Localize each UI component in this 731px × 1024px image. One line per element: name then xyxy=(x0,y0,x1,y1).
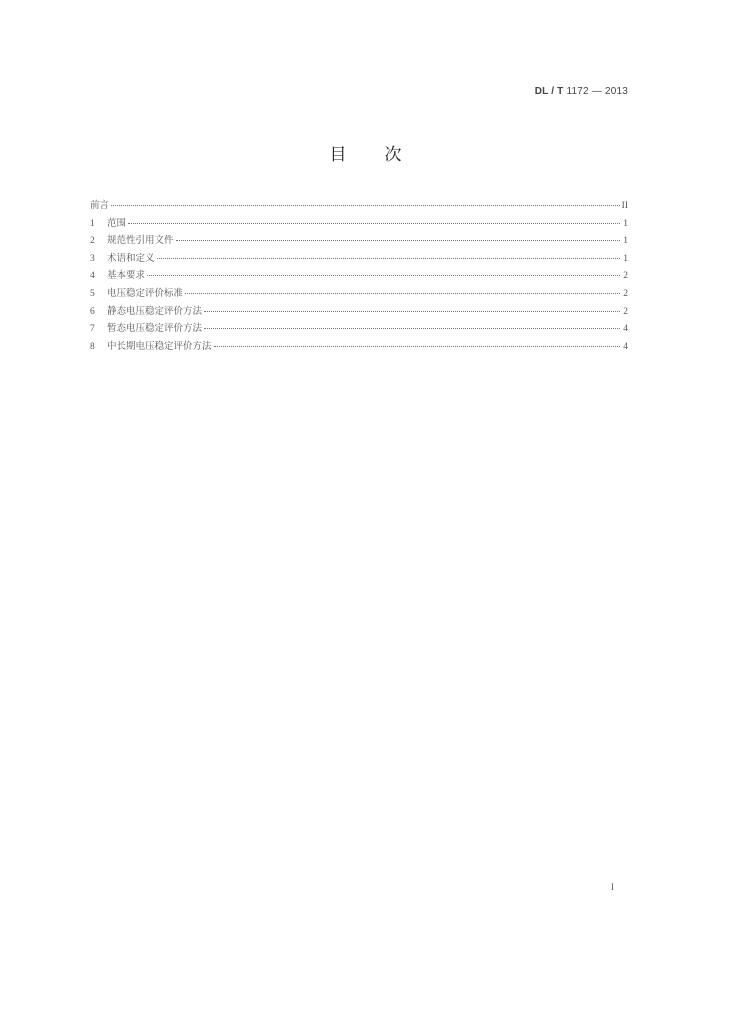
toc-entry-label: 规范性引用文件 xyxy=(107,235,174,247)
toc-entry-page: 1 xyxy=(623,253,628,264)
standard-prefix: DL / T xyxy=(534,86,564,97)
toc-entry-7[interactable] xyxy=(90,320,628,338)
toc-entry-number: 7 xyxy=(90,324,95,335)
toc-entry-label: 中长期电压稳定评价方法 xyxy=(107,340,212,352)
toc-entry-page: 2 xyxy=(623,288,628,299)
toc-entry-page: 1 xyxy=(623,236,628,247)
toc-dot-leader xyxy=(214,346,620,347)
toc-entry-label: 前言 xyxy=(90,200,110,211)
toc-entry-label: 电压稳定评价标准 xyxy=(107,287,184,299)
toc-entry-number: 3 xyxy=(90,253,95,264)
toc-entry-label: 静态电压稳定评价方法 xyxy=(107,305,203,317)
toc-entry-page: 1 xyxy=(623,218,628,229)
toc-title xyxy=(0,140,731,165)
toc-entry-number: 2 xyxy=(90,236,95,247)
toc-dot-leader xyxy=(204,328,620,329)
toc-dot-leader xyxy=(176,240,620,241)
standard-number: 1172 — 2013 xyxy=(566,86,628,97)
toc-entry-label: 术语和定义 xyxy=(107,252,155,264)
toc-entry-1[interactable] xyxy=(90,215,628,233)
toc-entry-page: 2 xyxy=(623,271,628,282)
toc-entry-foreword[interactable] xyxy=(90,197,628,215)
toc-entry-page: 2 xyxy=(623,306,628,317)
toc-entry-2[interactable] xyxy=(90,232,628,250)
toc-entry-page: II xyxy=(621,201,628,211)
toc-entry-5[interactable] xyxy=(90,285,628,303)
toc-entry-6[interactable] xyxy=(90,303,628,321)
toc-dot-leader xyxy=(204,311,620,312)
table-of-contents xyxy=(90,197,628,355)
toc-entry-page: 4 xyxy=(623,324,628,335)
toc-entry-number: 1 xyxy=(90,218,95,229)
toc-entry-page: 4 xyxy=(623,341,628,352)
toc-dot-leader xyxy=(185,293,620,294)
toc-title-left: 目 xyxy=(329,145,347,165)
toc-entry-label: 暂态电压稳定评价方法 xyxy=(107,323,203,335)
toc-entry-number: 5 xyxy=(90,288,95,299)
toc-entry-number: 6 xyxy=(90,306,95,317)
toc-entry-number: 8 xyxy=(90,341,95,352)
toc-entry-number: 4 xyxy=(90,271,95,282)
toc-entry-4[interactable] xyxy=(90,267,628,285)
toc-dot-leader xyxy=(147,275,620,276)
toc-entry-3[interactable] xyxy=(90,250,628,268)
toc-title-right: 次 xyxy=(384,145,402,165)
page-folio: I xyxy=(611,882,614,892)
toc-dot-leader xyxy=(128,223,620,224)
standard-code xyxy=(535,86,628,97)
toc-dot-leader xyxy=(111,205,620,206)
toc-entry-label: 基本要求 xyxy=(107,270,146,282)
toc-entry-8[interactable] xyxy=(90,338,628,356)
toc-dot-leader xyxy=(157,258,620,259)
toc-entry-label: 范围 xyxy=(107,217,127,229)
